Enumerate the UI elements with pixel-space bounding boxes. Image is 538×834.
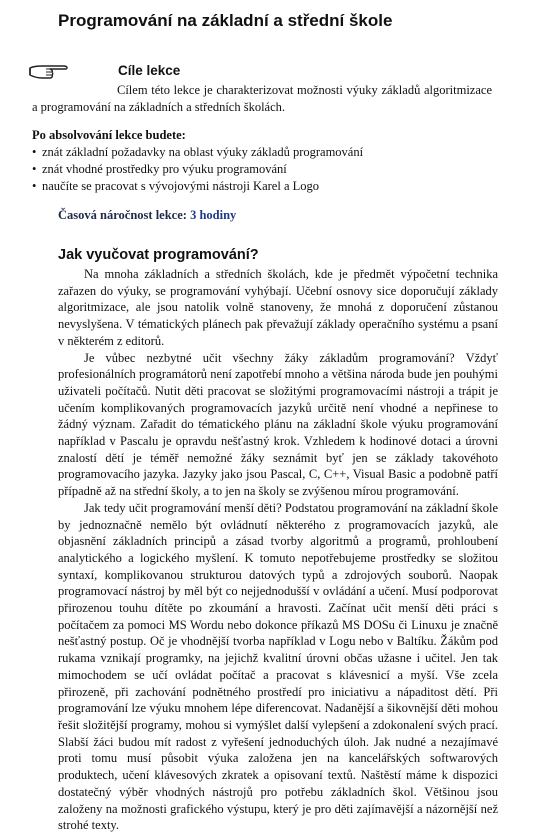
time-value: 3 hodiny <box>190 208 237 222</box>
outcome-item: • naučíte se pracovat s vývojovými nástroji Karel a Logo <box>32 178 492 195</box>
paragraph: Je vůbec nezbytné učit všechny žáky základům programování? Vždyť profesionálních programátorů není zapotřebí mnoho a většina národa bude jen pouhými uživateli počítačů. Nutit děti pracovat se složitými programovacími nástroji a trápit je učením komplikovaných programovacích jazyků určitě není vhodné a nepřinese to žádný význam. Zařadit do tématického plánu na základní škole výuku programování například v Pascalu je opravdu nešťastný krok. Vzhledem k hodinové dotaci a úrovni znalostí dětí je téměř nemožné žáky seznámit byť jen se základy takovéhoto programovacího jazyka. Jazyky jako jsou Pascal, C, C++, Visual Basic a podobně patří případně až na střední školy, a to jen na školy se zvýšenou mírou programování. <box>58 350 498 499</box>
outcomes-title: Po absolvování lekce budete: <box>32 128 186 142</box>
pointing-hand-icon <box>28 60 70 82</box>
paragraph: Na mnoha základních a středních školách, kde je předmět výpočetní technika zařazen do výuky, se programování vyhýbají. Učební osnovy sice doporučují základy algoritmizace, ale jsou natolik volně stanoveny, že mnohá z doporučení zůstanou nevyslyšena. V tématických plánech pak převažují základy operačního systému a psaní v některém z editorů. <box>58 267 498 348</box>
paragraph: Jak tedy učit programování menší děti? Podstatou programování na základní škole by jednoznačně nemělo být ovládnutí některého z programovacích jazyků, ale objasnění základních principů a zásad tvorby algoritmů a programů, prohloubení analytického a logického myšlení. K tomuto nepotřebujeme prostředky se složitou syntaxí, komplikovanou strukturou datových typů a zdrojových souborů. Naopak programovací nástroj by měl být co nejjednodušší v ovládání a učení. Musí podporovat přirozenou touhu dítěte po zkoumání a hravosti. Začínat učit menší děti práci s počítačem za pomoci MS Wordu nebo dokonce příkazů MS DOSu či Linuxu je značně nešťastný postup. Oč je vhodnější tvorba například v Logu nebo v Baltíku. Žákům pod rukama vznikají programky, na jejichž kvalitní úrovni občas užasne i učitel. Jen tak mimochodem se učí ovládat počítač a pracovat s klávesnicí a myší. Vše zcela přirozeně, při zachování podnětného prostředí pro iniciativu a nápaditost dětí. Při programování lze výuku mnohem lépe diferencovat. Nadanější a šikovnější děti mohou řešit složitější programy, mohou si vymýšlet další vylepšení a zdokonalení svých prací. Slabší žáci budou mít radost z vyřešení jednoduchých úloh. Jak nudné a nezajímavé proti tomu musí působit výuka založena jen na kancelářských softwarových produktech, učení klávesových zkratek a opisovaní textů. Naštěstí máme k dispozici dostatečný výběr vhodných nástrojů pro potřebu základních škol. Většinou jsou založeny na možnosti grafického výstupu, který je pro děti zajímavější a názornější než strohé texty. <box>58 500 498 833</box>
goal-text: Cílem této lekce je charakterizovat možnosti výuky základů algoritmizace a programování na základních a středních školách. <box>32 83 492 114</box>
outcome-item: • znát základní požadavky na oblast výuky základů programování <box>32 144 492 161</box>
outcome-item: • znát vhodné prostředky pro výuku programování <box>32 161 492 178</box>
section-body <box>58 266 498 834</box>
section-heading: Jak vyučovat programování? <box>58 247 259 263</box>
time-label: Časová náročnost lekce: <box>58 208 187 222</box>
page-title: Programování na základní a střední škole <box>58 11 393 30</box>
outcomes-list <box>32 144 492 195</box>
goal-heading: Cíle lekce <box>118 63 181 78</box>
time-estimate <box>58 207 236 224</box>
